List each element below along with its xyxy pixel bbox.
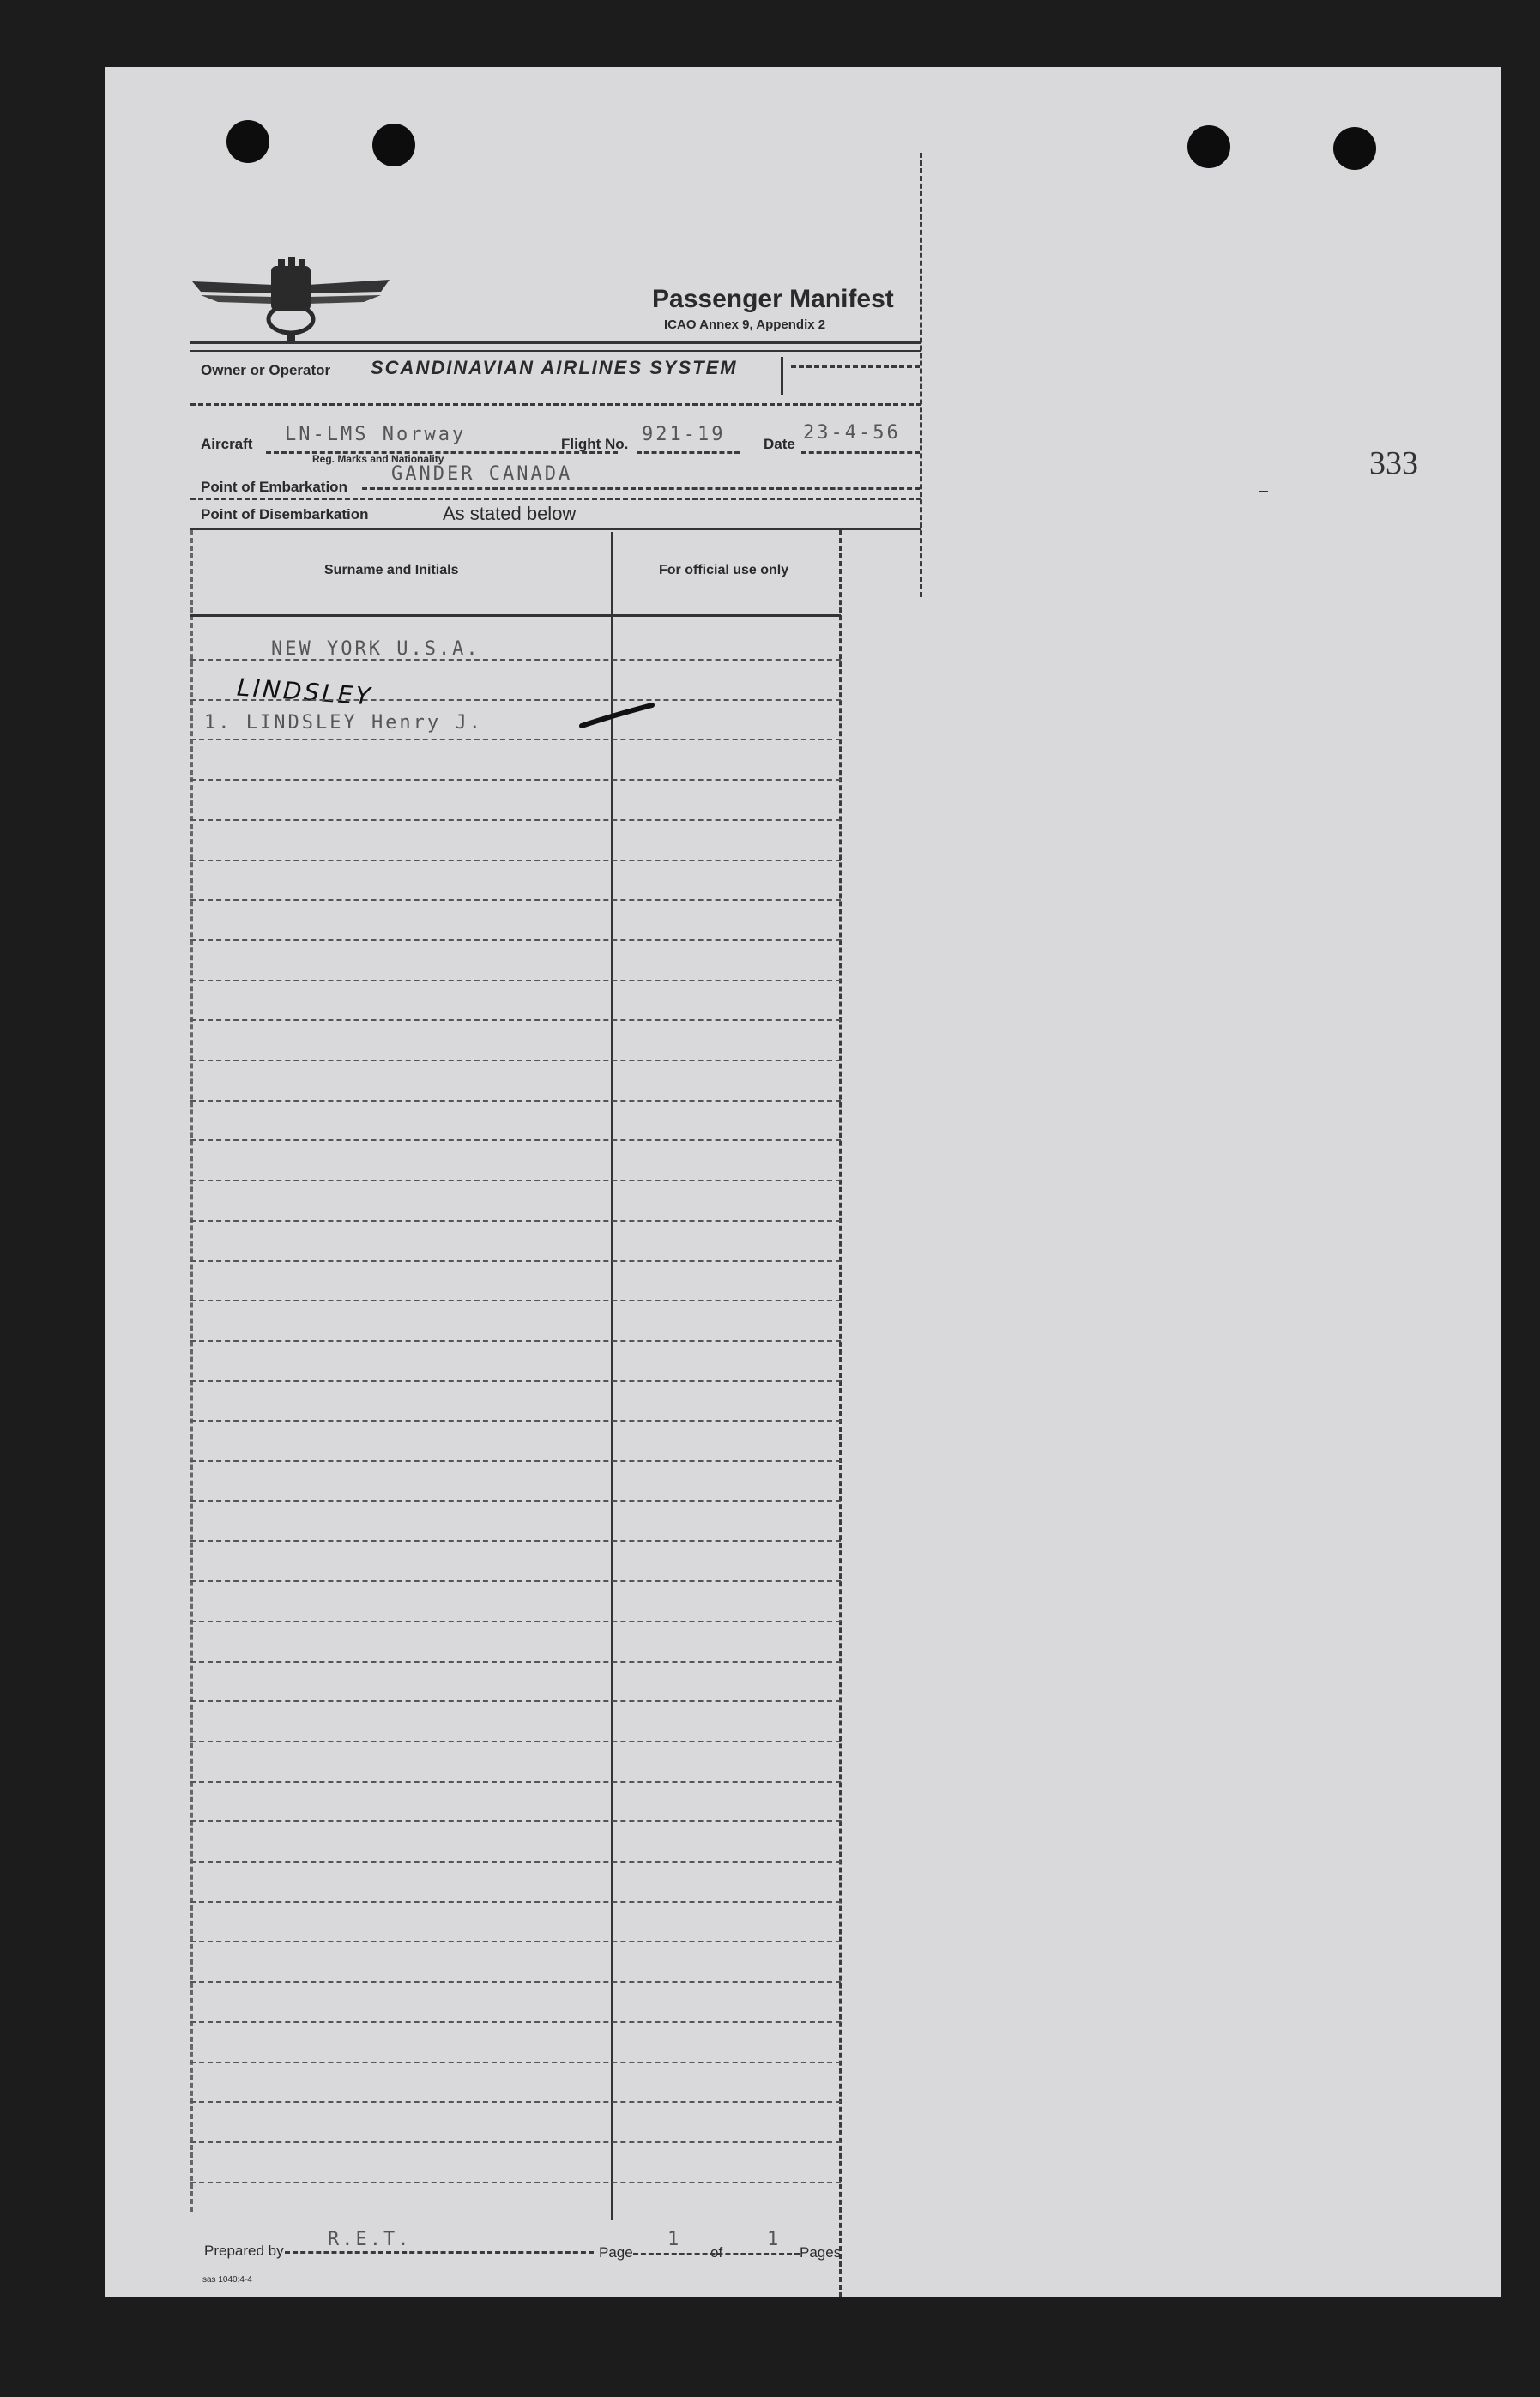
- header-rule: [190, 403, 921, 406]
- passenger-entry: 1. LINDSLEY Henry J.: [204, 712, 483, 734]
- entry-row-line: [190, 2021, 841, 2023]
- entry-row-line: [190, 1300, 841, 1301]
- entry-row-line: [190, 779, 841, 781]
- entry-row-line: [190, 899, 841, 901]
- entry-row-line: [190, 1420, 841, 1422]
- handwritten-name: LINDSLEY: [236, 673, 374, 711]
- entry-row-line: [190, 1340, 841, 1342]
- sas-logo-icon: [192, 257, 390, 343]
- header-bottom-rule: [190, 528, 921, 530]
- punch-hole: [1187, 125, 1230, 168]
- entry-row-line: [190, 1180, 841, 1181]
- stray-mark: [1259, 491, 1268, 492]
- flight-no-label: Flight No.: [561, 436, 629, 452]
- entry-row-line: [190, 1460, 841, 1462]
- archive-page-number: 333: [1369, 445, 1418, 481]
- operator-divider: [781, 357, 783, 395]
- entry-row-line: [190, 1781, 841, 1783]
- manifest-subtitle: ICAO Annex 9, Appendix 2: [664, 317, 826, 332]
- entry-row-line: [190, 739, 841, 740]
- entry-row-line: [190, 1901, 841, 1903]
- flight-no-value: 921-19: [642, 424, 726, 445]
- date-label: Date: [764, 436, 795, 452]
- entry-row-line: [190, 2062, 841, 2063]
- entry-row-line: [190, 819, 841, 821]
- disembarkation-value: As stated below: [443, 503, 577, 524]
- entry-row-line: [190, 1820, 841, 1822]
- reg-marks-label: Reg. Marks and Nationality: [312, 453, 444, 465]
- flight-no-line: [637, 451, 740, 454]
- punch-hole: [1333, 127, 1376, 170]
- entry-row-line: [190, 2141, 841, 2143]
- entry-row-line: [190, 1621, 841, 1622]
- punch-hole: [226, 120, 269, 163]
- entry-row-line: [190, 939, 841, 941]
- destination-entry: NEW YORK U.S.A.: [271, 638, 480, 660]
- date-value: 23-4-56: [803, 422, 901, 444]
- operator-name: SCANDINAVIAN AIRLINES SYSTEM: [371, 357, 738, 378]
- entry-row-line: [190, 1380, 841, 1382]
- header-rule: [190, 350, 921, 352]
- header-rule: [190, 341, 921, 344]
- column-divider: [611, 532, 613, 2220]
- pages-label: Pages: [800, 2244, 842, 2261]
- of-pages-value: 1: [767, 2229, 782, 2250]
- entry-row-line: [190, 1100, 841, 1102]
- form-code: sas 1040:4-4: [202, 2275, 252, 2285]
- disembarkation-label: Point of Disembarkation: [201, 506, 369, 522]
- official-column-header: For official use only: [659, 563, 789, 577]
- entry-row-line: [190, 1139, 841, 1141]
- entry-row-line: [190, 1661, 841, 1663]
- of-label: of: [710, 2244, 723, 2261]
- entry-row-line: [190, 1981, 841, 1983]
- entry-row-line: [190, 1861, 841, 1863]
- embarkation-label: Point of Embarkation: [201, 479, 347, 495]
- prepared-by-line: [285, 2251, 594, 2254]
- entry-row-line: [190, 860, 841, 861]
- prepared-by-label: Prepared by: [204, 2243, 284, 2259]
- entry-row-line: [190, 2182, 841, 2183]
- operator-line: [791, 365, 920, 368]
- embarkation-line: [362, 487, 920, 490]
- entry-row-line: [190, 980, 841, 981]
- manifest-title: Passenger Manifest: [652, 285, 894, 313]
- check-mark-icon: [578, 700, 655, 731]
- entry-row-line: [190, 659, 841, 661]
- entry-row-line: [190, 1700, 841, 1702]
- entry-row-line: [190, 1500, 841, 1502]
- entry-row-line: [190, 1019, 841, 1021]
- entry-row-line: [190, 1580, 841, 1582]
- column-header-rule: [190, 614, 841, 617]
- entry-row-line: [190, 1540, 841, 1542]
- entry-row-line: [190, 1741, 841, 1742]
- page-label: Page: [599, 2244, 633, 2261]
- aircraft-label: Aircraft: [201, 436, 253, 452]
- entry-row-line: [190, 1060, 841, 1061]
- surname-column-header: Surname and Initials: [324, 563, 459, 577]
- table-right-border: [839, 530, 842, 2297]
- header-rule: [190, 498, 921, 500]
- aircraft-value: LN-LMS Norway: [285, 424, 467, 445]
- prepared-by-value: R.E.T.: [328, 2229, 412, 2250]
- entry-row-line: [190, 2101, 841, 2103]
- embarkation-value: GANDER CANADA: [391, 463, 573, 485]
- owner-label: Owner or Operator: [201, 362, 331, 378]
- entry-row-line: [190, 1260, 841, 1262]
- entry-row-line: [190, 1941, 841, 1942]
- page-line: [633, 2253, 800, 2255]
- punch-hole: [372, 124, 415, 166]
- table-left-border: [190, 530, 193, 2212]
- header-right-border: [920, 153, 922, 597]
- page-value: 1: [667, 2229, 682, 2250]
- manifest-sheet: [105, 67, 1501, 2297]
- entry-row-line: [190, 699, 841, 701]
- date-line: [801, 451, 920, 454]
- entry-row-line: [190, 1220, 841, 1222]
